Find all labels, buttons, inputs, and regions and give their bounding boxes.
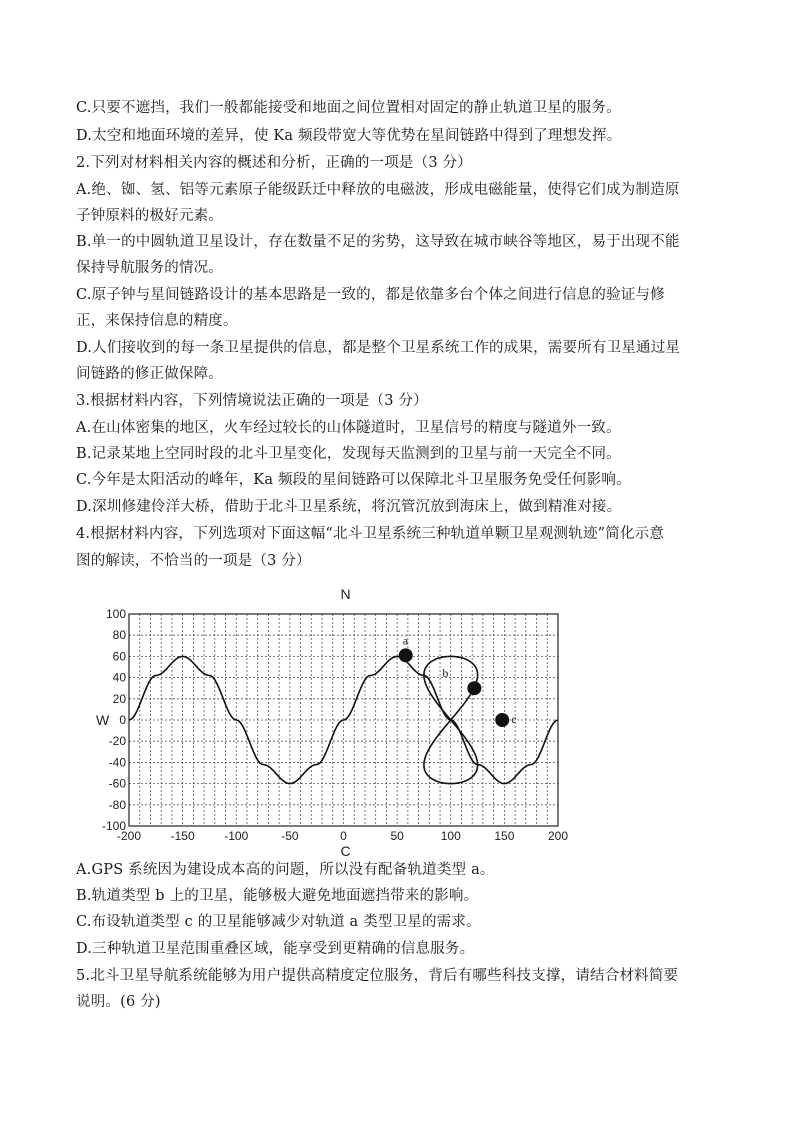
y-tick-label: -20 (108, 734, 126, 749)
label-bottom: C (340, 843, 351, 857)
text-line: D.深圳修建伶洋大桥，借助于北斗卫星系统，将沉管沉放到海床上，做到精准对接。 (76, 499, 622, 515)
satellite-label-b: b (442, 666, 449, 681)
text-line: A.GPS 系统因为建设成本高的问题，所以没有配备轨道类型 a。 (76, 862, 495, 878)
text-line: 2.下列对材料相关内容的概述和分析，正确的一项是（3 分） (76, 155, 472, 171)
x-tick-label: 150 (494, 829, 515, 843)
text-line: C.只要不遮挡，我们一般都能接受和地面之间位置相对固定的静止轨道卫星的服务。 (76, 100, 621, 116)
text-line: 说明。(6 分) (76, 994, 161, 1010)
text-line: 间链路的修正做保障。 (76, 366, 223, 382)
satellite-point-b (467, 681, 481, 695)
text-line: B.单一的中圆轨道卫星设计，存在数量不足的劣势，这导致在城市峡谷等地区，易于出现不能 (76, 234, 680, 250)
satellite-point-c (495, 713, 509, 727)
text-line: C.布设轨道类型 c 的卫星能够减少对轨道 a 类型卫星的需求。 (76, 914, 481, 930)
text-line: C.原子钟与星间链路设计的基本思路是一致的，都是依靠多台个体之间进行信息的验证与修 (76, 287, 665, 303)
x-tick-label: -50 (281, 829, 299, 843)
y-tick-label: 40 (112, 670, 126, 685)
text-line: D.三种轨道卫星范围重叠区域，能享受到更精确的信息服务。 (76, 941, 475, 957)
y-tick-label: 100 (105, 607, 126, 621)
y-tick-label: 80 (112, 628, 126, 643)
x-tick-label: 200 (547, 829, 569, 843)
satellite-point-a (399, 648, 413, 662)
text-line: 子钟原料的极好元素。 (76, 208, 223, 224)
x-tick-label: 100 (440, 829, 461, 843)
text-line: D.太空和地面环境的差异，使 Ka 频段带宽大等优势在星间链路中得到了理想发挥。 (76, 128, 622, 144)
x-tick-label: -100 (224, 829, 249, 843)
satellite-label-c: c (511, 712, 517, 726)
y-tick-label: -80 (108, 797, 126, 812)
label-north: N (340, 586, 351, 602)
x-tick-label: -200 (116, 829, 142, 843)
y-tick-label: 20 (112, 691, 126, 706)
text-line: D.人们接收到的每一条卫星提供的信息，都是整个卫星系统工作的成果，需要所有卫星通过星 (76, 340, 681, 356)
y-tick-label: -60 (108, 776, 126, 791)
y-tick-label: -100 (101, 819, 126, 833)
text-line: A.绝、铷、氢、铝等元素原子能级跃迁中释放的电磁波，形成电磁能量，使得它们成为制造原 (76, 182, 680, 198)
y-tick-label: -40 (108, 755, 126, 770)
label-west: W (96, 712, 110, 728)
text-line: 图的解读，不恰当的一项是（3 分） (76, 553, 311, 569)
text-line: 5.北斗卫星导航系统能够为用户提供高精度定位服务，背后有哪些科技支撑，请结合材料简要 (76, 968, 679, 984)
x-tick-label: -150 (170, 829, 195, 843)
y-tick-label: 60 (112, 649, 126, 664)
x-tick-label: 0 (340, 829, 347, 843)
text-line: B.记录某地上空同时段的北斗卫星变化，发现每天监测到的卫星与前一天完全不同。 (76, 446, 621, 462)
text-line: 4.根据材料内容，下列选项对下面这幅“北斗卫星系统三种轨道单颗卫星观测轨迹”简化示意 (76, 526, 665, 542)
text-line: 保持导航服务的情况。 (76, 260, 223, 276)
text-line: B.轨道类型 b 上的卫星，能够极大避免地面遮挡带来的影响。 (76, 888, 479, 904)
text-line: A.在山体密集的地区，火车经过较长的山体隧道时，卫星信号的精度与隧道外一致。 (76, 420, 621, 436)
text-line: 3.根据材料内容，下列情境说法正确的一项是（3 分） (76, 393, 428, 409)
satellite-label-a: a (402, 633, 409, 648)
x-tick-label: 50 (390, 829, 404, 843)
text-line: 正，来保持信息的精度。 (76, 313, 238, 329)
satellite-track-chart (92, 582, 572, 857)
y-tick-label: 0 (119, 713, 126, 727)
text-line: C.今年是太阳活动的峰年，Ka 频段的星间链路可以保障北斗卫星服务免受任何影响。 (76, 472, 631, 488)
